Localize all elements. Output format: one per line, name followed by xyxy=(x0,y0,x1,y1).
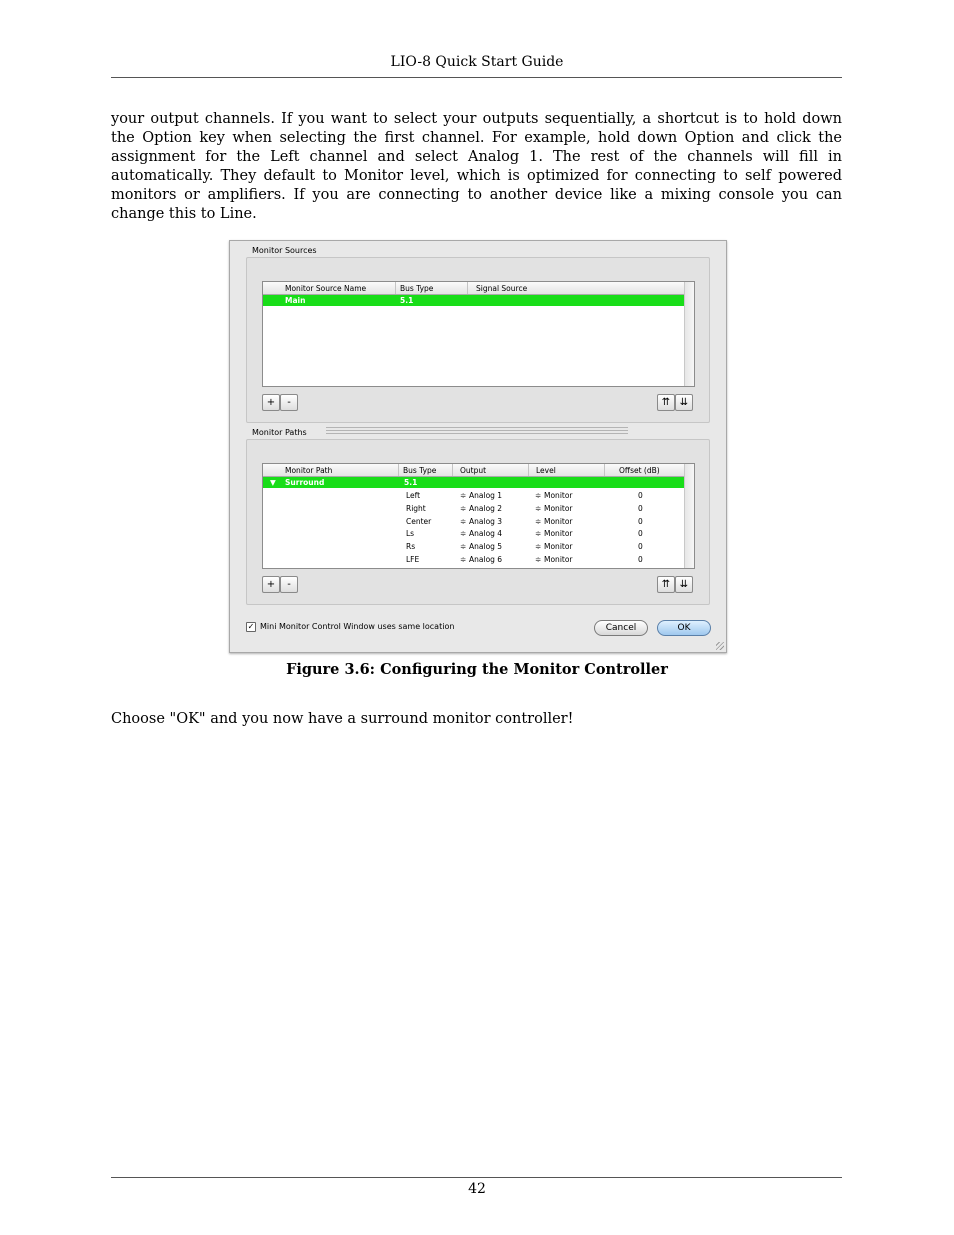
table-row[interactable] xyxy=(263,477,684,488)
popup-arrows-icon[interactable]: ≑ xyxy=(535,542,542,551)
path-name-cell: Surround xyxy=(285,478,325,487)
offset-cell[interactable]: 0 xyxy=(638,529,643,538)
remove-source-button[interactable]: - xyxy=(280,394,298,411)
column-separator xyxy=(604,464,605,476)
bus-type-cell: 5.1 xyxy=(404,478,418,487)
same-location-checkbox[interactable]: ✓ xyxy=(247,622,255,631)
body-paragraph-1: your output channels. If you want to select your outputs sequentially, a shortcut is to hold down the Option key when selecting the first channel. For example, hold down Option and click the assignment for the Left channel and select Analog 1. The rest of the channels will fill in automatically. They default to Monitor level, which is optimized for connecting to self powered monitors or amplifiers. If you are connecting to another device like a mixing console you can change this to Line. xyxy=(111,111,842,222)
popup-arrows-icon[interactable]: ≑ xyxy=(535,529,542,538)
column-separator xyxy=(395,282,396,294)
offset-cell[interactable]: 0 xyxy=(638,542,643,551)
splitter-line xyxy=(326,430,628,431)
column-header[interactable]: Level xyxy=(536,466,556,475)
popup-arrows-icon[interactable]: ≑ xyxy=(460,491,467,500)
vertical-scrollbar[interactable] xyxy=(684,282,694,386)
popup-arrows-icon[interactable]: ≑ xyxy=(535,517,542,526)
page-number: 42 xyxy=(468,1181,486,1197)
channel-cell: Left xyxy=(406,491,421,500)
channel-cell: Right xyxy=(406,504,426,513)
column-header[interactable]: Output xyxy=(460,466,487,475)
channel-cell: Center xyxy=(406,517,432,526)
level-cell[interactable]: Monitor xyxy=(544,504,573,513)
same-location-label[interactable]: Mini Monitor Control Window uses same location xyxy=(260,622,455,631)
output-cell[interactable]: Analog 6 xyxy=(469,555,503,564)
popup-arrows-icon[interactable]: ≑ xyxy=(535,491,542,500)
bus-type-cell: 5.1 xyxy=(400,296,414,305)
add-path-button[interactable]: + xyxy=(262,576,280,593)
table-row[interactable] xyxy=(263,517,683,529)
monitor-paths-header xyxy=(263,464,684,477)
table-row[interactable] xyxy=(263,295,684,306)
disclosure-triangle-icon[interactable]: ▼ xyxy=(270,478,276,487)
output-cell[interactable]: Analog 5 xyxy=(469,542,503,551)
move-source-up-button[interactable]: ⇈ xyxy=(657,394,675,411)
popup-arrows-icon[interactable]: ≑ xyxy=(460,542,467,551)
offset-cell[interactable]: 0 xyxy=(638,517,643,526)
monitor-sources-header xyxy=(263,282,684,295)
remove-path-button[interactable]: - xyxy=(280,576,298,593)
level-cell[interactable]: Monitor xyxy=(544,542,573,551)
table-row[interactable] xyxy=(263,491,683,503)
monitor-controller-dialog xyxy=(229,240,727,653)
footer-rule xyxy=(111,1177,842,1178)
splitter-line xyxy=(326,427,628,428)
column-header[interactable]: Bus Type xyxy=(400,284,434,293)
table-row[interactable] xyxy=(263,529,683,541)
level-cell[interactable]: Monitor xyxy=(544,555,573,564)
source-name-cell: Main xyxy=(285,296,306,305)
add-source-button[interactable]: + xyxy=(262,394,280,411)
splitter-line xyxy=(326,433,628,434)
column-separator xyxy=(398,464,399,476)
column-header[interactable]: Bus Type xyxy=(403,466,437,475)
figure-caption: Figure 3.6: Configuring the Monitor Controller xyxy=(286,661,668,678)
column-header[interactable]: Monitor Path xyxy=(285,466,333,475)
column-separator xyxy=(528,464,529,476)
column-separator xyxy=(467,282,468,294)
table-row[interactable] xyxy=(263,504,683,516)
move-path-up-button[interactable]: ⇈ xyxy=(657,576,675,593)
popup-arrows-icon[interactable]: ≑ xyxy=(460,529,467,538)
level-cell[interactable]: Monitor xyxy=(544,517,573,526)
level-cell[interactable]: Monitor xyxy=(544,529,573,538)
move-source-down-button[interactable]: ⇊ xyxy=(675,394,693,411)
monitor-sources-group xyxy=(246,257,710,423)
popup-arrows-icon[interactable]: ≑ xyxy=(535,504,542,513)
move-path-down-button[interactable]: ⇊ xyxy=(675,576,693,593)
header-rule xyxy=(111,77,842,78)
output-cell[interactable]: Analog 1 xyxy=(469,491,503,500)
monitor-paths-group xyxy=(246,439,710,605)
output-cell[interactable]: Analog 2 xyxy=(469,504,503,513)
resize-grip-icon[interactable] xyxy=(716,642,724,650)
monitor-sources-table[interactable] xyxy=(262,281,695,387)
column-separator xyxy=(452,464,453,476)
vertical-scrollbar[interactable] xyxy=(684,464,694,568)
output-cell[interactable]: Analog 3 xyxy=(469,517,503,526)
column-header[interactable]: Offset (dB) xyxy=(619,466,660,475)
body-paragraph-2: Choose "OK" and you now have a surround monitor controller! xyxy=(111,711,574,727)
table-row[interactable] xyxy=(263,555,683,567)
popup-arrows-icon[interactable]: ≑ xyxy=(535,555,542,564)
channel-cell: Rs xyxy=(406,542,416,551)
popup-arrows-icon[interactable]: ≑ xyxy=(460,555,467,564)
offset-cell[interactable]: 0 xyxy=(638,555,643,564)
offset-cell[interactable]: 0 xyxy=(638,491,643,500)
monitor-paths-table[interactable] xyxy=(262,463,695,569)
channel-cell: Ls xyxy=(406,529,415,538)
column-header[interactable]: Signal Source xyxy=(476,284,528,293)
table-row[interactable] xyxy=(263,542,683,554)
monitor-paths-label: Monitor Paths xyxy=(252,428,307,437)
running-header: LIO-8 Quick Start Guide xyxy=(390,54,564,70)
column-header[interactable]: Monitor Source Name xyxy=(285,284,367,293)
offset-cell[interactable]: 0 xyxy=(638,504,643,513)
popup-arrows-icon[interactable]: ≑ xyxy=(460,517,467,526)
popup-arrows-icon[interactable]: ≑ xyxy=(460,504,467,513)
ok-button[interactable]: OK xyxy=(657,620,711,636)
output-cell[interactable]: Analog 4 xyxy=(469,529,503,538)
monitor-sources-label: Monitor Sources xyxy=(252,246,317,255)
cancel-button[interactable]: Cancel xyxy=(594,620,648,636)
level-cell[interactable]: Monitor xyxy=(544,491,573,500)
channel-cell: LFE xyxy=(406,555,420,564)
